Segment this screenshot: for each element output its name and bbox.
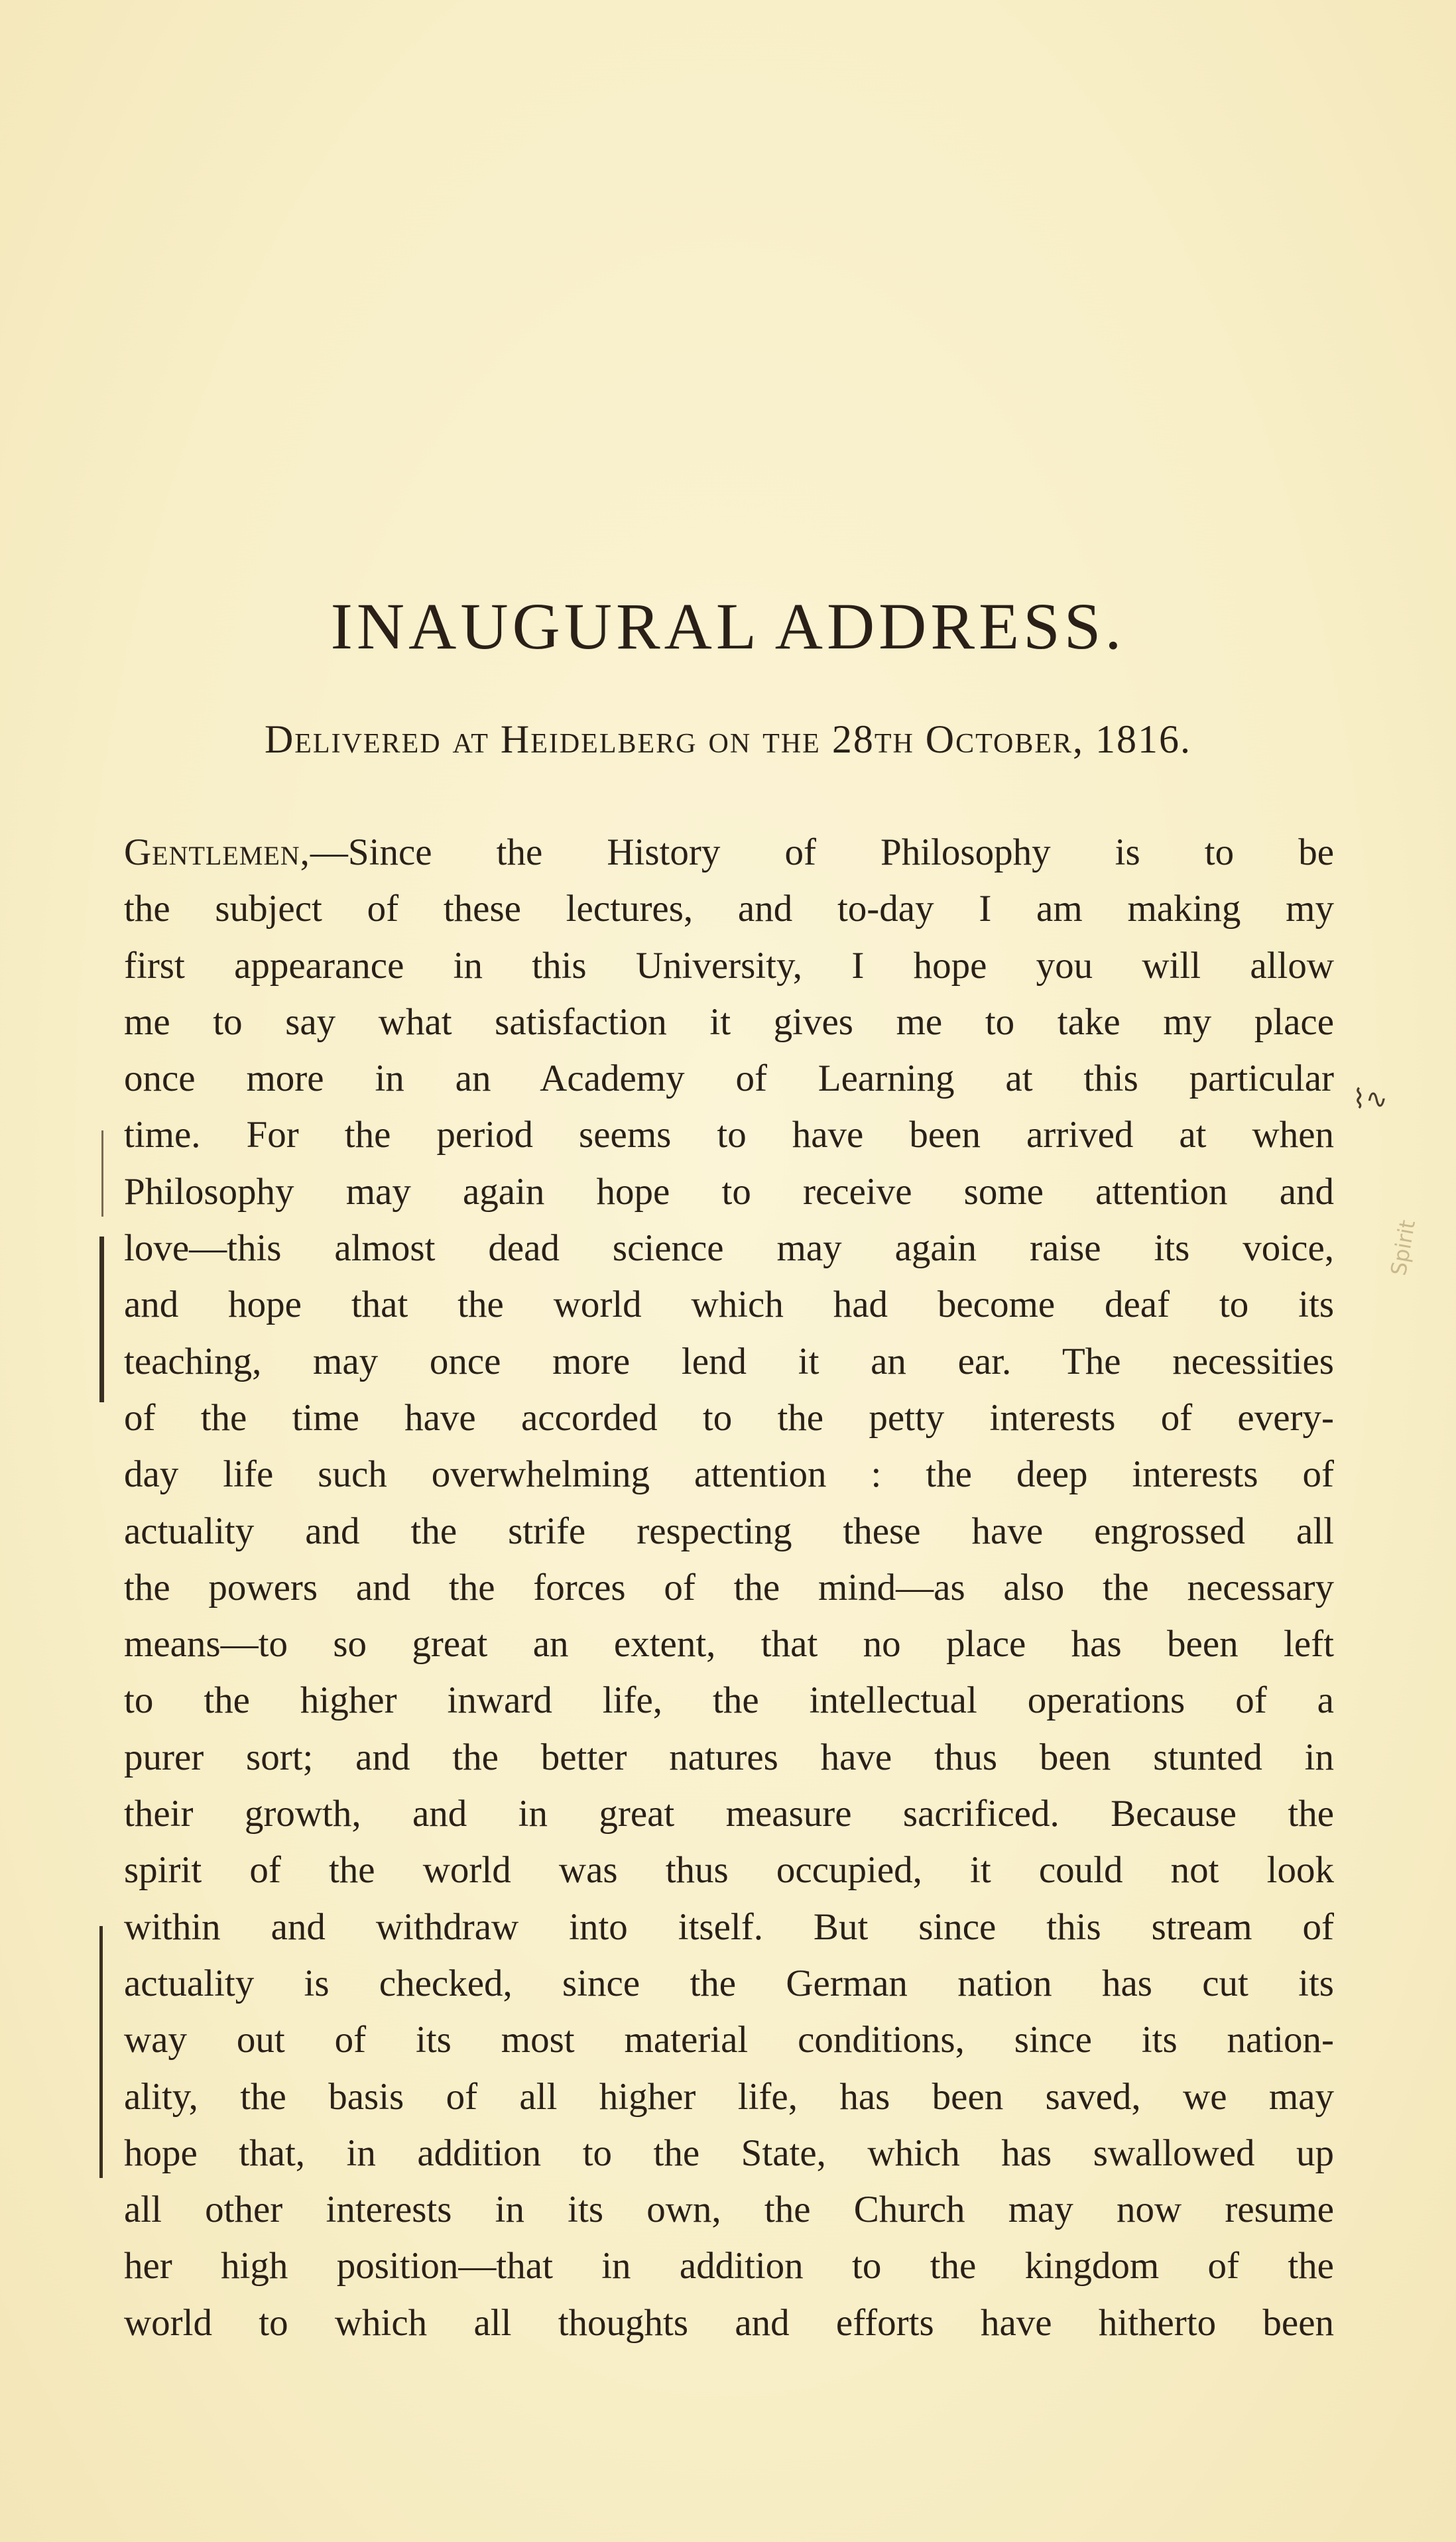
text-line: Philosophy may again hope to receive some attention and (124, 1170, 1334, 1213)
text-line (124, 824, 1334, 880)
text-line: means—to so great an extent, that no place has been left (124, 1623, 1334, 1665)
text-line: actuality and the strife respecting these have engrossed all (124, 1510, 1334, 1552)
text-line: once more in an Academy of Learning at this particular (124, 1058, 1334, 1100)
text-line: ality, the basis of all higher life, has been saved, we may (124, 2075, 1334, 2118)
text-line: all other interests in its own, the Church may now resume (124, 2189, 1334, 2231)
text-line: time. For the period seems to have been arrived at when (124, 1114, 1334, 1156)
text-line: teaching, may once more lend it an ear. The necessities (124, 1340, 1334, 1382)
text-line: her high position—that in addition to the kingdom of the (124, 2245, 1334, 2287)
text-line: hope that, in addition to the State, which has swallowed up (124, 2132, 1334, 2174)
text-line: actuality is checked, since the German nation has cut its (124, 1962, 1334, 2004)
text-line: world to which all thoughts and efforts have hitherto been (124, 2301, 1334, 2344)
text-line: within and withdraw into itself. But since this stream of (124, 1906, 1334, 1948)
pencil-squiggle-icon: ⌇∿ (1353, 1084, 1388, 1115)
page-title: INAUGURAL ADDRESS. (330, 589, 1126, 663)
text-line: and hope that the world which had become deaf to its (124, 1284, 1334, 1326)
margin-mark-line-lower (99, 1926, 103, 2178)
text-line: me to say what satisfaction it gives me to take my place (124, 1000, 1334, 1043)
body-paragraph (124, 824, 1334, 2351)
text-line: to the higher inward life, the intellectual operations of a (124, 1679, 1334, 1722)
margin-mark-line-upper (99, 1237, 104, 1402)
text-line: of the time have accorded to the petty interests of every- (124, 1396, 1334, 1439)
text-line: the subject of these lectures, and to-day I am making my (124, 888, 1334, 930)
text-line: purer sort; and the better natures have thus been stunted in (124, 1736, 1334, 1778)
margin-annotation: Spirit (1386, 1218, 1421, 1278)
text-line-content: —Since the History of Philosophy is to be (310, 831, 1334, 873)
page-subtitle: Delivered at Heidelberg on the 28th October, 1816. (264, 717, 1192, 761)
text-line: their growth, and in great measure sacrificed. Because the (124, 1793, 1334, 1835)
text-line: spirit of the world was thus occupied, it could not look (124, 1849, 1334, 1892)
text-line: way out of its most material conditions, since its nation- (124, 2019, 1334, 2061)
text-line: love—this almost dead science may again raise its voice, (124, 1227, 1334, 1270)
text-line: first appearance in this University, I hope you will allow (124, 944, 1334, 987)
salutation: Gentlemen, (124, 831, 310, 873)
text-line: the powers and the forces of the mind—as also the necessary (124, 1566, 1334, 1608)
text-line: day life such overwhelming attention : the deep interests of (124, 1453, 1334, 1496)
margin-mark-line-faint (101, 1130, 103, 1217)
